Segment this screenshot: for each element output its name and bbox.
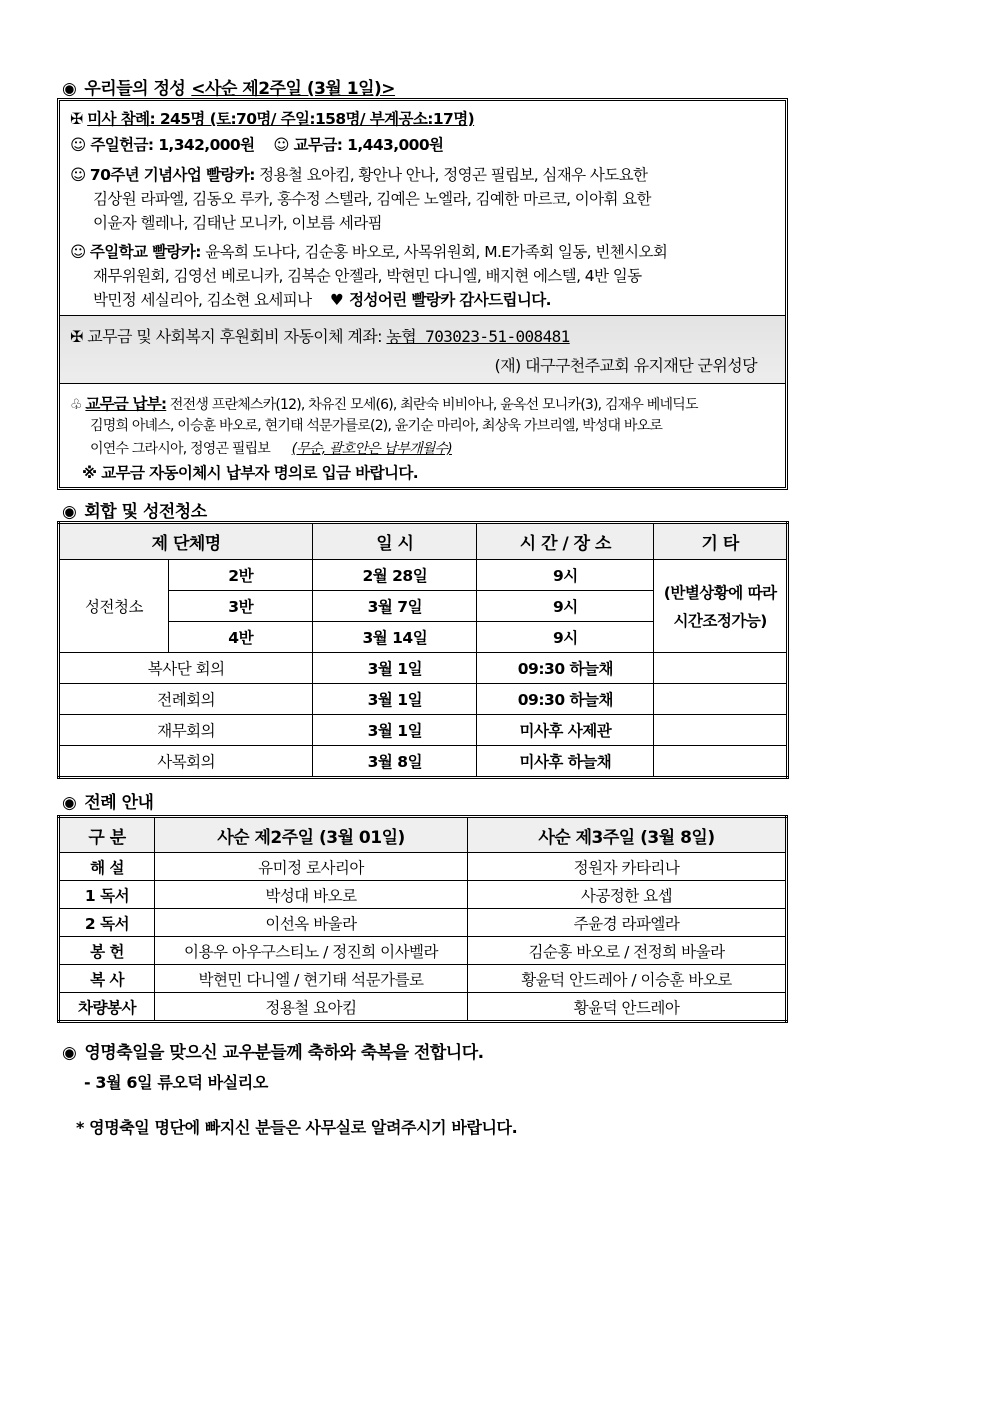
cross-icon: ✠ [70, 110, 88, 128]
table-header-row [59, 523, 788, 560]
flower-icon: ♧ [70, 397, 86, 413]
table-row: 해 설 유미정 로사리아 정원자 카타리나 [59, 853, 787, 881]
column-header: 제 단체명 [59, 523, 313, 560]
meetings-heading: ◉ 회합 및 성전청소 [62, 502, 207, 522]
school-donors: ☺ 주일학교 빨랑카: 윤옥희 도나다, 김순홍 바오로, 사목위원회, M.E가족회 일동, 빈첸시오회 [70, 243, 668, 261]
anniversary-donors-line3: 이윤자 헬레나, 김태난 모니카, 이보름 세라핌 [93, 214, 383, 232]
cross-icon: ✠ [70, 327, 88, 346]
feast-item: - 3월 6일 류오덕 바실리오 [84, 1073, 268, 1092]
bullseye-icon: ◉ [62, 1043, 77, 1063]
account-line: ✠ 교무금 및 사회복지 후원회비 자동이체 계좌: 농협 703023-51-008481 [70, 327, 570, 346]
bullseye-icon: ◉ [62, 502, 77, 522]
table-row: 사목회의 3월 8일 미사후 하늘채 [59, 746, 788, 778]
column-header: 구 분 [59, 817, 155, 853]
table-row: 2 독서 이선옥 바울라 주윤경 라파엘라 [59, 909, 787, 937]
heart-icon: ♥ [329, 291, 344, 309]
table-row: 재무회의 3월 1일 미사후 사제관 [59, 715, 788, 746]
column-header: 사순 제2주일 (3월 01일) [155, 817, 468, 853]
payers-line2: 김명희 아녜스, 이승훈 바오로, 현기태 석문가를로(2), 윤기순 마리아, 최상욱 가브리엘, 박성대 바오로 [90, 418, 663, 434]
cleaning-note: (반별상황에 따라 시간조정가능) [654, 560, 788, 653]
table-row: 복사단 회의 3월 1일 09:30 하늘채 [59, 653, 788, 684]
bullseye-icon: ◉ [62, 79, 77, 99]
transfer-note: ※ 교무금 자동이체시 납부자 명의로 입금 바랍니다. [82, 464, 418, 482]
table-header-row [59, 817, 787, 853]
smile-icon: ☺ [273, 136, 294, 154]
payers-line3: 이연수 그라시아, 정영곤 필립보 (무순, 괄호안은 납부개월수) [90, 441, 452, 457]
liturgy-table [57, 815, 788, 1023]
table-row: 성전청소 2반 2월 28일 9시 (반별상황에 따라 시간조정가능) [59, 560, 788, 591]
anniversary-donors: ☺ 70주년 기념사업 빨랑카: 정용철 요아킴, 황안나 안나, 정영곤 필립보, 심재우 사도요한 [70, 166, 648, 184]
school-donors-line2: 재무위원회, 김영선 베로니카, 김복순 안젤라, 박현민 다니엘, 배지현 에스텔, 4반 일동 [93, 267, 642, 285]
feast-heading: ◉ 영명축일을 맞으신 교우분들께 축하와 축복을 전합니다. [62, 1043, 484, 1063]
column-header: 시 간 / 장 소 [477, 523, 654, 560]
liturgy-heading: ◉ 전례 안내 [62, 793, 154, 813]
table-row: 차량봉사 정용철 요아킴 황윤덕 안드레아 [59, 993, 787, 1022]
cleaning-label: 성전청소 [59, 560, 169, 653]
offering-box [57, 98, 788, 490]
meetings-table [57, 521, 789, 779]
smile-icon: ☺ [70, 136, 91, 154]
offering-heading-text: 우리들의 정성 [84, 79, 186, 99]
table-row: 봉 헌 이용우 아우구스티노 / 정진희 이사벨라 김순홍 바오로 / 전정희 바울라 [59, 937, 787, 965]
attendance-line: ✠ 미사 참례: 245명 (토:70명/ 주일:158명/ 부계공소:17명) [70, 110, 475, 128]
school-donors-line3: 박민정 세실리아, 김소현 요세피나 ♥ 정성어린 빨랑카 감사드립니다. [93, 291, 551, 309]
column-header: 사순 제3주일 (3월 8일) [468, 817, 787, 853]
table-row: 복 사 박현민 다니엘 / 현기태 석문가를로 황윤덕 안드레아 / 이승훈 바오로 [59, 965, 787, 993]
account-number: 농협 703023-51-008481 [386, 327, 570, 346]
bullseye-icon: ◉ [62, 793, 77, 813]
collection-line: ☺ 주일헌금: 1,342,000원 ☺ 교무금: 1,443,000원 [70, 136, 444, 154]
account-panel [60, 315, 785, 384]
column-header: 일 시 [313, 523, 477, 560]
smile-icon: ☺ [70, 243, 90, 261]
table-row: 전례회의 3월 1일 09:30 하늘채 [59, 684, 788, 715]
smile-icon: ☺ [70, 166, 90, 184]
account-owner: (재) 대구구천주교회 유지재단 군위성당 [494, 356, 757, 375]
payers-list: ♧ 교무금 납부: 전전생 프란체스카(12), 차유진 모세(6), 최란숙 비비아나, 윤옥선 모니카(3), 김재우 베네딕도 [70, 395, 698, 413]
payers-note: (무순, 괄호안은 납부개월수) [291, 441, 452, 457]
column-header: 기 타 [654, 523, 788, 560]
anniversary-donors-line2: 김상원 라파엘, 김동오 루카, 홍수정 스텔라, 김예은 노엘라, 김예한 마르코, 이아휘 요한 [93, 190, 651, 208]
table-row: 3반 3월 7일 9시 [59, 591, 788, 622]
table-row: 1 독서 박성대 바오로 사공정한 요셉 [59, 881, 787, 909]
offering-heading [62, 74, 395, 99]
feast-footnote: * 영명축일 명단에 빠지신 분들은 사무실로 알려주시기 바랍니다. [76, 1118, 518, 1137]
offering-subheading: <사순 제2주일 (3월 1일)> [191, 79, 396, 99]
table-row: 4반 3월 14일 9시 [59, 622, 788, 653]
